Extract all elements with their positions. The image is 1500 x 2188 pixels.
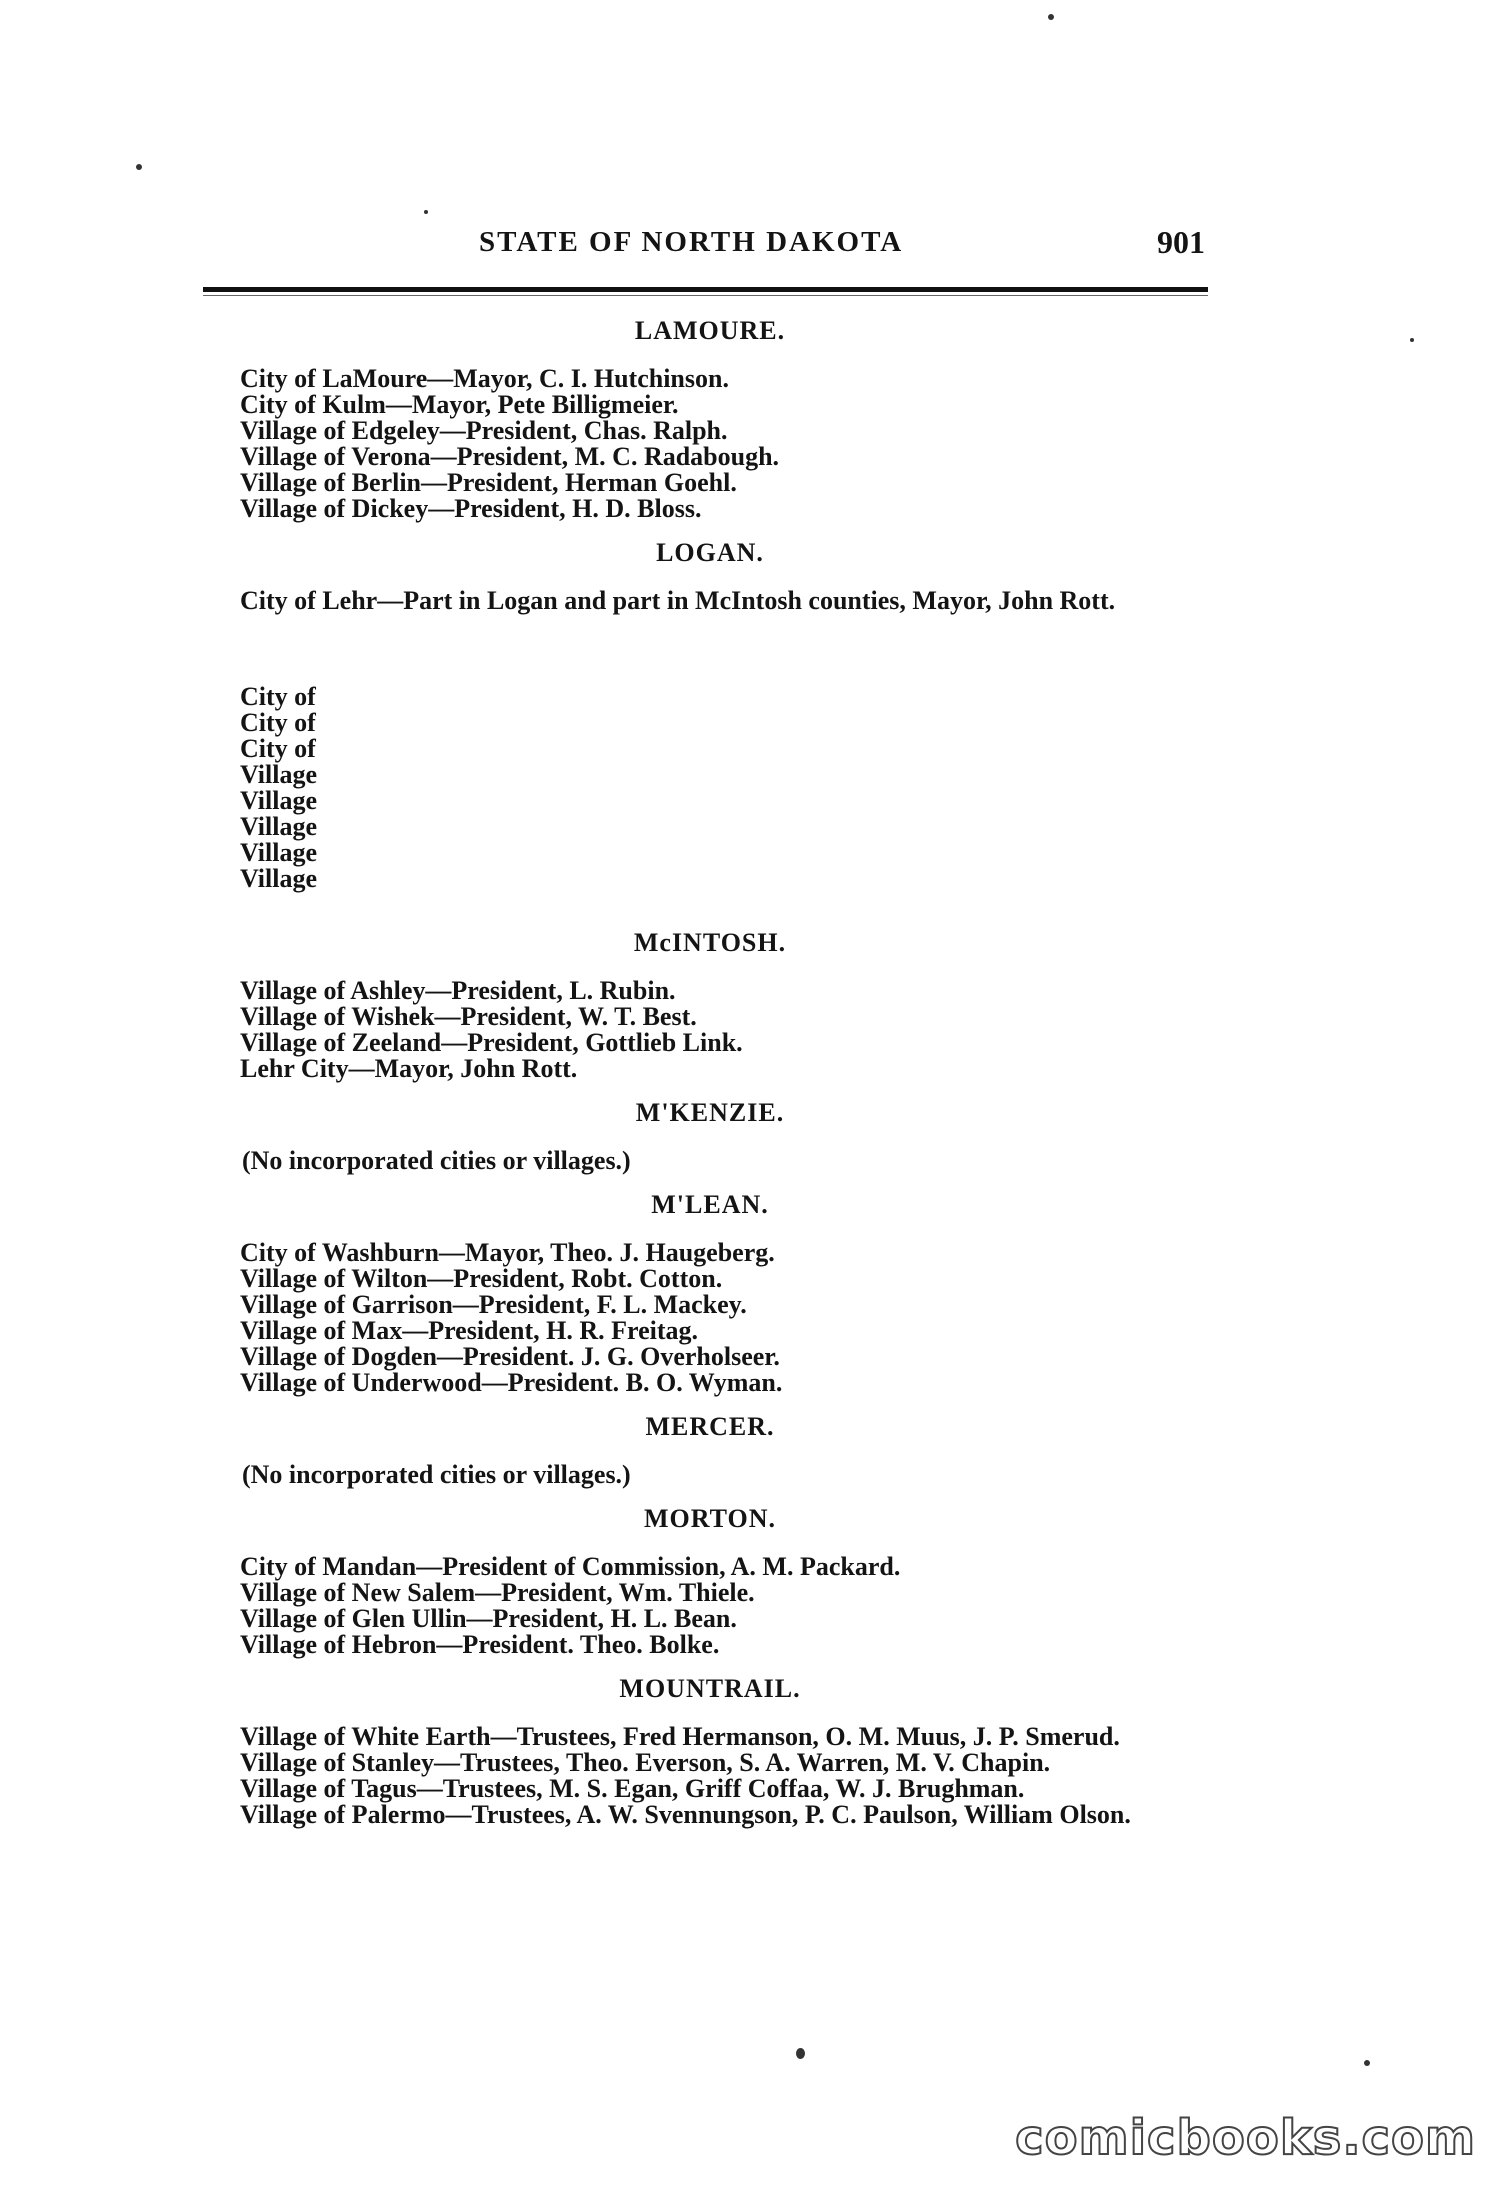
scan-speck	[1410, 338, 1414, 342]
section-mckenzie	[210, 1100, 1210, 1174]
section-mercer	[210, 1414, 1210, 1488]
header-rule	[203, 287, 1208, 292]
list-item: Village of Ashley—President, L. Rubin.	[240, 976, 676, 1005]
scan-speck	[136, 164, 142, 170]
scan-speck	[424, 210, 428, 214]
list-item: Village of Wilton—President, Robt. Cotton.	[240, 1264, 723, 1293]
list-item: Village of Dickey—President, H. D. Bloss.	[240, 494, 702, 523]
section-heading: MERCER.	[645, 1412, 775, 1441]
list-item: Village of Zeeland—President, Gottlieb Link.	[240, 1028, 743, 1057]
running-head: STATE OF NORTH DAKOTA	[479, 226, 904, 258]
page-header	[205, 226, 1205, 266]
section-morton	[210, 1506, 1210, 1658]
fragment-line: Village	[240, 838, 318, 867]
section-mcintosh	[210, 930, 1210, 1082]
list-item: Village of New Salem—President, Wm. Thiele.	[240, 1578, 755, 1607]
section-heading: LOGAN.	[656, 538, 764, 567]
list-item: Village of Edgeley—President, Chas. Ralph.	[240, 416, 728, 445]
fragment-line: Village	[240, 760, 318, 789]
scan-speck	[1048, 14, 1054, 20]
section-mclean	[210, 1192, 1210, 1396]
section-heading: MOUNTRAIL.	[619, 1674, 801, 1703]
section-heading: M'LEAN.	[651, 1190, 769, 1219]
section-note: (No incorporated cities or villages.)	[242, 1146, 631, 1175]
fragment-line: Village	[240, 786, 318, 815]
list-item: Village of Garrison—President, F. L. Mackey.	[240, 1290, 747, 1319]
section-heading: M'KENZIE.	[635, 1098, 785, 1127]
list-item: Village of Stanley—Trustees, Theo. Everson, S. A. Warren, M. V. Chapin.	[240, 1748, 1051, 1777]
section-heading: LAMOURE.	[634, 316, 786, 345]
section-heading: McINTOSH.	[633, 928, 787, 957]
list-item: Village of Berlin—President, Herman Goehl.	[240, 468, 737, 497]
list-item: City of Kulm—Mayor, Pete Billigmeier.	[240, 390, 679, 419]
list-item: Village of White Earth—Trustees, Fred Hermanson, O. M. Muus, J. P. Smerud.	[240, 1722, 1120, 1751]
list-item: Village of Underwood—President. B. O. Wyman.	[240, 1368, 783, 1397]
county-listing	[210, 318, 1210, 1846]
list-item: Village of Palermo—Trustees, A. W. Svennungson, P. C. Paulson, William Olson.	[240, 1800, 1131, 1829]
fragment-line: City of	[240, 708, 316, 737]
list-item: Village of Hebron—President. Theo. Bolke.	[240, 1630, 720, 1659]
fragment-line: Village	[240, 812, 318, 841]
list-item: City of LaMoure—Mayor, C. I. Hutchinson.	[240, 364, 729, 393]
section-logan	[210, 540, 1210, 892]
scan-speck	[796, 2048, 805, 2059]
truncated-lines	[240, 684, 1210, 892]
fragment-line: City of	[240, 734, 316, 763]
section-mountrail	[210, 1676, 1210, 1828]
list-item: Village of Tagus—Trustees, M. S. Egan, Griff Coffaa, W. J. Brughman.	[240, 1774, 1025, 1803]
fragment-line: Village	[240, 864, 318, 893]
section-note: (No incorporated cities or villages.)	[242, 1460, 631, 1489]
list-item: City of Lehr—Part in Logan and part in McIntosh counties, Mayor, John Rott.	[240, 586, 1116, 615]
list-item: Village of Wishek—President, W. T. Best.	[240, 1002, 697, 1031]
list-item: Lehr City—Mayor, John Rott.	[240, 1054, 578, 1083]
list-item: City of Mandan—President of Commission, A. M. Packard.	[240, 1552, 901, 1581]
header-rule-thin	[203, 295, 1208, 296]
list-item: Village of Dogden—President. J. G. Overholseer.	[240, 1342, 780, 1371]
list-item: Village of Max—President, H. R. Freitag.	[240, 1316, 699, 1345]
scan-speck	[1364, 2060, 1370, 2066]
list-item: City of Washburn—Mayor, Theo. J. Haugeberg.	[240, 1238, 775, 1267]
section-heading: MORTON.	[644, 1504, 776, 1533]
watermark-logo: comicbooks.com	[1015, 2110, 1476, 2166]
fragment-line: City of	[240, 682, 316, 711]
list-item: Village of Glen Ullin—President, H. L. Bean.	[240, 1604, 737, 1633]
list-item: Village of Verona—President, M. C. Radabough.	[240, 442, 780, 471]
page-number: 901	[1157, 224, 1205, 260]
section-lamoure	[210, 318, 1210, 522]
